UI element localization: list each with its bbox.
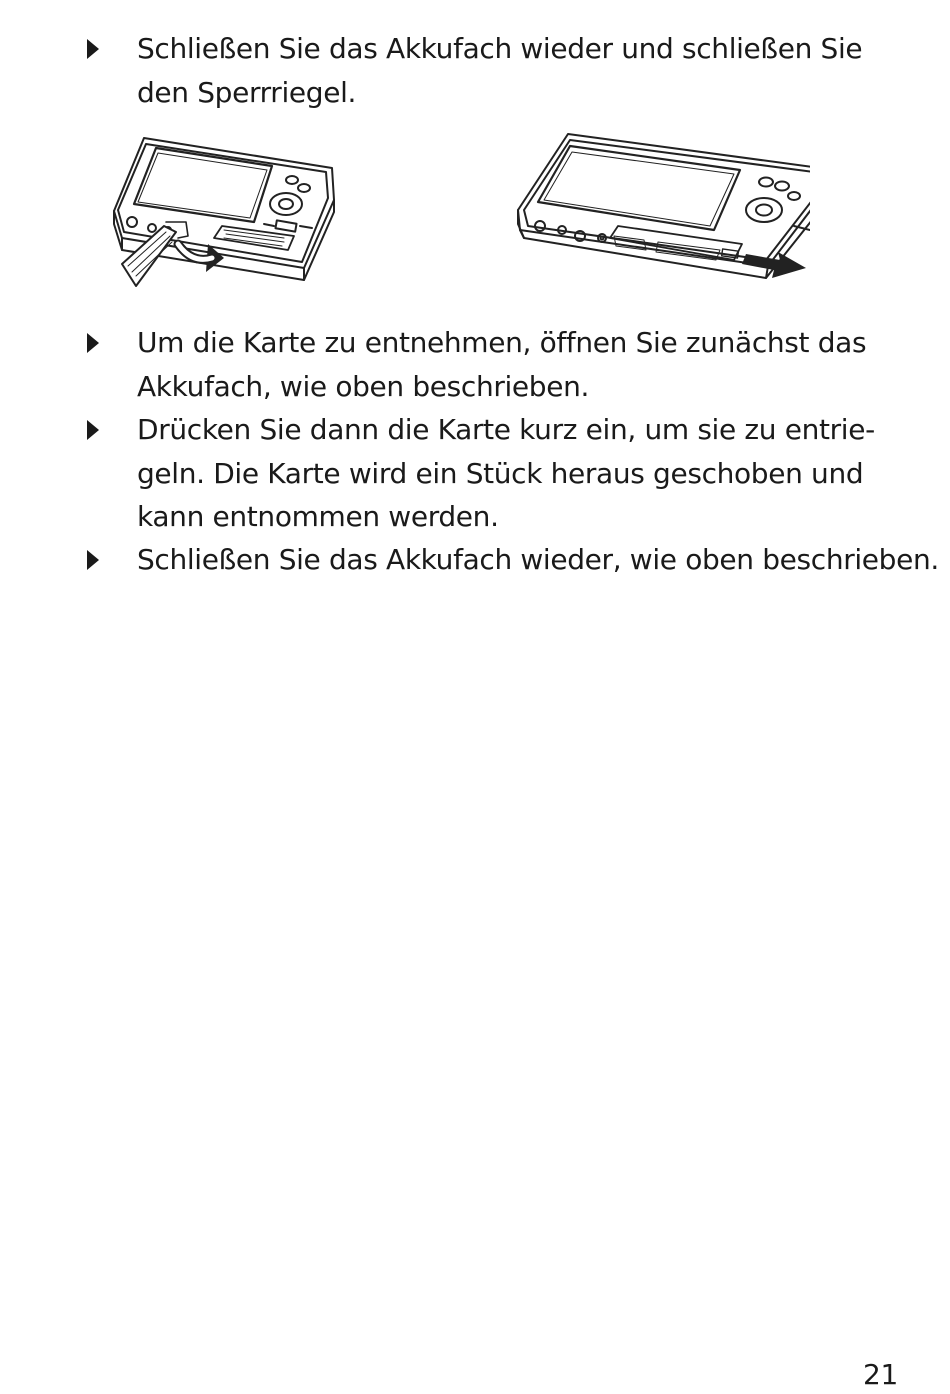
text-line: geln. Die Karte wird ein Stück heraus geschoben und <box>137 456 864 490</box>
instruction-close-again <box>137 538 939 582</box>
text-line: kann entnommen werden. <box>137 500 499 533</box>
instruction-open-compartment <box>137 321 927 408</box>
camera-open-compartment-illustration <box>104 126 344 296</box>
text-line: Schließen Sie das Akkufach wieder, wie oben beschrieben. <box>137 543 939 576</box>
instruction-close-compartment <box>137 27 927 114</box>
text-line: den Sperrriegel. <box>137 75 357 109</box>
bullet-triangle-icon <box>86 332 100 354</box>
text-line: Um die Karte zu entnehmen, öffnen Sie zunächst das <box>137 326 867 359</box>
camera-closed-latch-illustration <box>510 126 810 296</box>
text-line: Drücken Sie dann die Karte kurz ein, um sie zu entrie- <box>137 413 875 446</box>
page-number: 21 <box>862 1358 898 1391</box>
bullet-triangle-icon <box>86 419 100 441</box>
text-line: Akkufach, wie oben beschrieben. <box>137 369 590 403</box>
instruction-eject-card <box>137 408 927 539</box>
bullet-triangle-icon <box>86 549 100 571</box>
text-line: Schließen Sie das Akkufach wieder und schließen Sie <box>137 32 863 65</box>
bullet-triangle-icon <box>86 38 100 60</box>
